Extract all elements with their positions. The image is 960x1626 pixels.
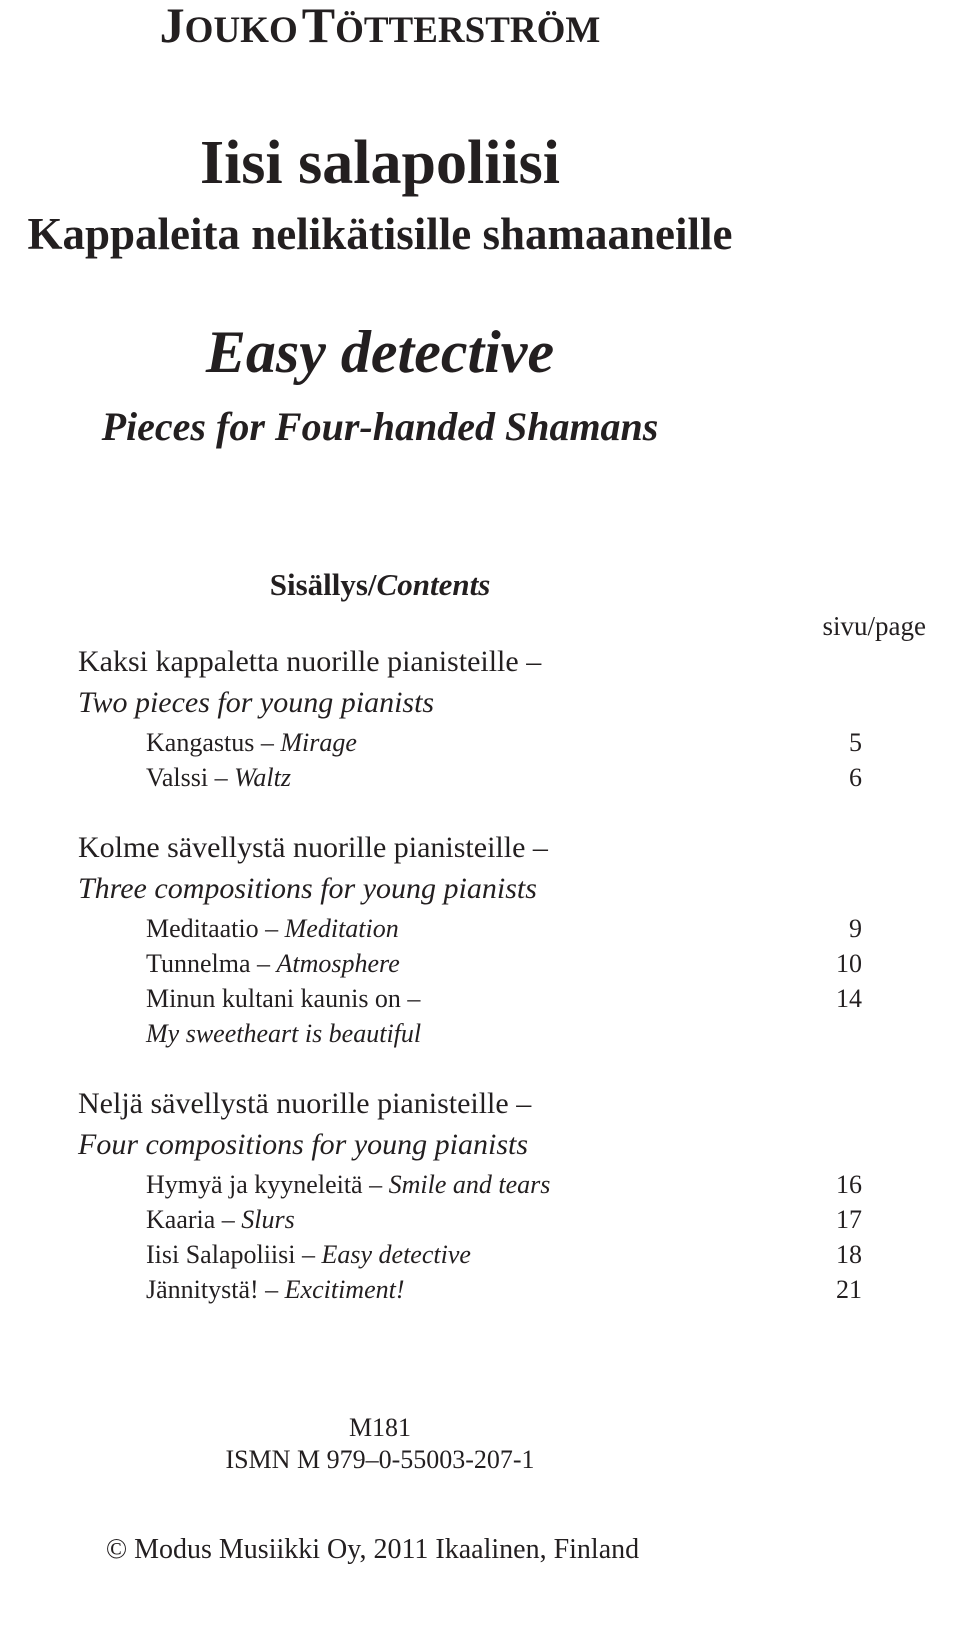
toc-page-number: 10 (836, 949, 862, 978)
author-first-initial: J (159, 0, 185, 53)
contents-heading-en: Contents (376, 567, 491, 602)
toc-page-number: 6 (849, 763, 862, 792)
toc-item-en: Slurs (241, 1205, 295, 1234)
subtitle-english: Pieces for Four-handed Shamans (101, 404, 659, 449)
catalog-number: M181 (348, 1413, 412, 1442)
toc-item-en: Mirage (280, 728, 357, 757)
contents-heading (0, 567, 760, 603)
toc-item-fi: Meditaatio – (146, 914, 285, 943)
author-name (0, 0, 760, 53)
toc-item (146, 984, 420, 1014)
toc-item-en: Waltz (234, 763, 291, 792)
toc-item (146, 1205, 295, 1235)
toc-page-number: 14 (836, 984, 862, 1013)
toc-item-fi: Iisi Salapoliisi – (146, 1240, 322, 1269)
toc-item-fi: Kangastus – (146, 728, 281, 757)
toc-page-number: 21 (836, 1275, 862, 1304)
toc-item-fi: Jännitystä! – (146, 1275, 285, 1304)
toc-page-number: 17 (836, 1205, 862, 1234)
toc-page-number: 9 (849, 914, 862, 943)
toc-page-number: 5 (849, 728, 862, 757)
toc-item-en: My sweetheart is beautiful (146, 1019, 422, 1048)
ismn: ISMN M 979–0-55003-207-1 (225, 1445, 535, 1474)
toc-item (146, 763, 291, 793)
group-2-title-fi: Kolme sävellystä nuorille pianisteille – (78, 831, 548, 864)
group-2-title-en: Three compositions for young pianists (78, 872, 537, 905)
toc-item-en: Atmosphere (276, 949, 400, 978)
toc-item-fi: Valssi – (146, 763, 235, 792)
toc-item (146, 1019, 421, 1049)
page-column-label: sivu/page (822, 611, 926, 641)
toc-item-fi: Tunnelma – (146, 949, 277, 978)
author-last-initial: T (301, 0, 336, 53)
contents-heading-fi: Sisällys/ (269, 567, 377, 602)
toc-item-en: Excitiment! (284, 1275, 405, 1304)
toc-page-number: 18 (836, 1240, 862, 1269)
toc-item (146, 1275, 405, 1305)
group-3-title-fi: Neljä sävellystä nuorille pianisteille – (78, 1087, 532, 1120)
toc-item-fi: Minun kultani kaunis on – (146, 984, 421, 1013)
group-1-title-fi: Kaksi kappaletta nuorille pianisteille – (78, 645, 542, 678)
toc-page-number: 16 (836, 1170, 862, 1199)
copyright-notice: © Modus Musiikki Oy, 2011 Ikaalinen, Finland (105, 1534, 640, 1565)
toc-item-fi: Kaaria – (146, 1205, 242, 1234)
toc-item (146, 1170, 550, 1200)
author-first-rest: OUKO (184, 10, 298, 51)
group-1-title-en: Two pieces for young pianists (78, 686, 435, 719)
group-3-title-en: Four compositions for young pianists (78, 1128, 529, 1161)
toc-item-en: Meditation (284, 914, 399, 943)
toc-item-en: Easy detective (321, 1240, 471, 1269)
toc-item (146, 949, 400, 979)
subtitle-finnish: Kappaleita nelikätisille shamaaneille (27, 209, 733, 259)
toc-item (146, 728, 357, 758)
title-finnish: Iisi salapoliisi (199, 129, 561, 197)
toc-item (146, 1240, 471, 1270)
title-english: Easy detective (205, 319, 555, 385)
toc-item (146, 914, 399, 944)
toc-item-en: Smile and tears (388, 1170, 551, 1199)
toc-item-fi: Hymyä ja kyyneleitä – (146, 1170, 389, 1199)
author-last-rest: ÖTTERSTRÖM (335, 10, 601, 51)
